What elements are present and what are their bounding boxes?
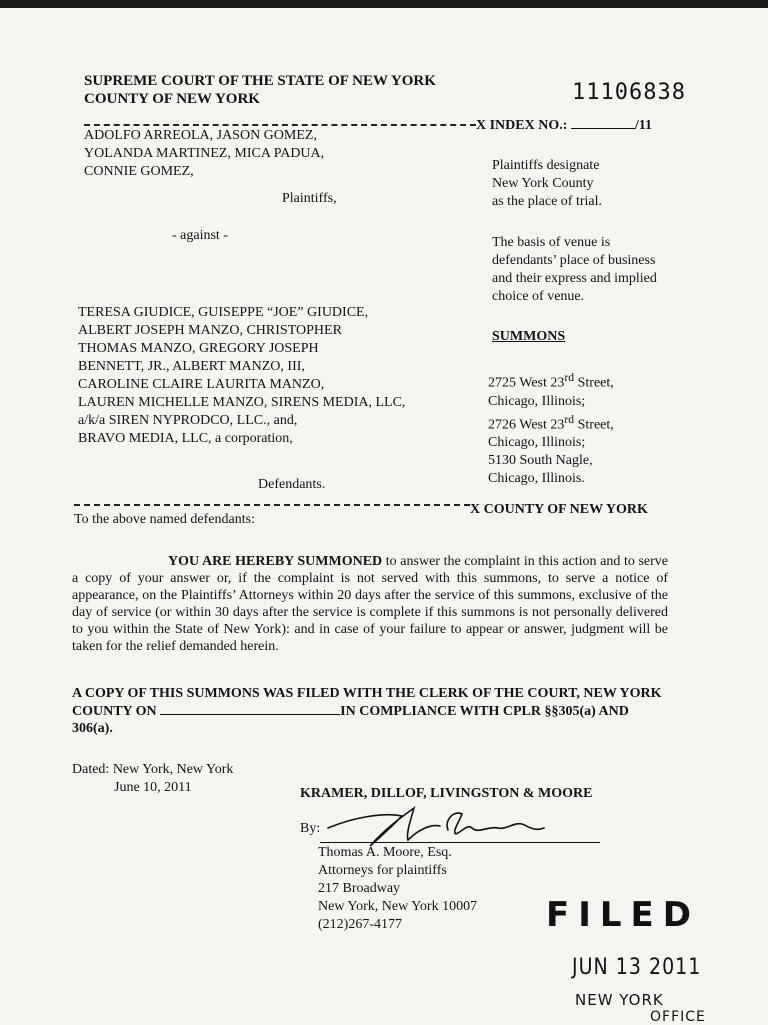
filed-stamp: FILED — [546, 895, 700, 935]
law-firm-name: KRAMER, DILLOF, LIVINGSTON & MOORE — [300, 786, 593, 801]
address-line: 2726 West 23rd Street, — [488, 412, 614, 433]
attorney-phone: (212)267-4177 — [318, 917, 402, 932]
filed-stamp-office: OFFICE — [650, 1009, 706, 1025]
index-label: X INDEX NO.: /11 — [476, 118, 653, 133]
index-blank — [571, 116, 635, 129]
signature-line — [320, 842, 600, 843]
by-label: By: — [300, 821, 321, 836]
attorney-name: Thomas A. Moore, Esq. — [318, 845, 452, 860]
county-label: X COUNTY OF NEW YORK — [470, 502, 648, 517]
address-line: 2725 West 23rd Street, — [488, 371, 614, 391]
filed-stamp-city: NEW YORK — [575, 991, 664, 1009]
defendants-list: TERESA GIUDICE, GUISEPPE “JOE” GIUDICE, ALBERT JOSEPH MANZO, CHRISTOPHER THOMAS MANZO, GREGORY JOSEPH BENNETT, JR., ALBERT MANZO, III, CAROLINE CLAIRE LAURITA MANZO, LAUREN MICHELLE MANZO, SIRENS MEDIA, LLC, a/k/a SIREN NYPRODCO, LLC., and, BRAVO MEDIA, LLC, a corporation, — [78, 305, 406, 446]
plaintiffs-label: Plaintiffs, — [282, 191, 337, 206]
summons-heading: SUMMONS — [492, 329, 566, 344]
address-line: 5130 South Nagle, — [488, 453, 593, 469]
dated-label: Dated: New York, New York — [72, 762, 234, 777]
venue-designation: Plaintiffs designate New York County as the place of trial. — [492, 158, 603, 209]
against-label: - against - — [172, 228, 228, 243]
attorney-block: Thomas A. Moore, Esq. Attorneys for plaintiffs 217 Broadway New York, New York 10007 (212)267-4177 — [318, 845, 478, 932]
caption-top-rule — [84, 124, 476, 126]
caption-bottom-rule — [74, 504, 470, 506]
dated-date: June 10, 2011 — [114, 780, 192, 795]
address-line: Chicago, Illinois. — [488, 471, 585, 487]
defendants-label: Defendants. — [258, 477, 326, 492]
page-top-edge — [0, 0, 768, 8]
court-county: COUNTY OF NEW YORK — [84, 91, 260, 107]
defendant-addresses — [488, 369, 614, 488]
to-defendants: To the above named defendants: — [74, 512, 255, 527]
court-name: SUPREME COURT OF THE STATE OF NEW YORK — [84, 73, 436, 89]
summons-paragraph: YOU ARE HEREBY SUMMONED to answer the complaint in this action and to serve a copy of your answer or, if the complaint is not served with this summons, to serve a notice of appearance, on the Plaintiffs’ Attorneys within 20 days after the service of this summons, exclusive of the day of service (or within 30 days after the service is complete if this summons is not personally delivered to you within the State of New York): and in case of your failure to appear or answer, judgment will be taken for the relief demanded herein. — [72, 554, 668, 654]
dated-block — [72, 761, 233, 797]
plaintiffs-list: ADOLFO ARREOLA, JASON GOMEZ, YOLANDA MARTINEZ, MICA PADUA, CONNIE GOMEZ, — [84, 128, 325, 179]
address-line: Chicago, Illinois; — [488, 435, 586, 451]
filing-notice: A COPY OF THIS SUMMONS WAS FILED WITH THE CLERK OF THE COURT, NEW YORK COUNTY ON IN COMPLIANCE WITH CPLR §§305(a) AND 306(a). — [72, 686, 662, 736]
address-line: Chicago, Illinois; — [488, 393, 586, 409]
index-number: 11106838 — [572, 80, 686, 105]
venue-basis: The basis of venue is defendants’ place of business and their express and implied choice of venue. — [492, 235, 657, 304]
filed-stamp-date: JUN 13 2011 — [572, 954, 702, 980]
filing-date-blank — [160, 702, 340, 715]
court-caption — [84, 72, 436, 108]
